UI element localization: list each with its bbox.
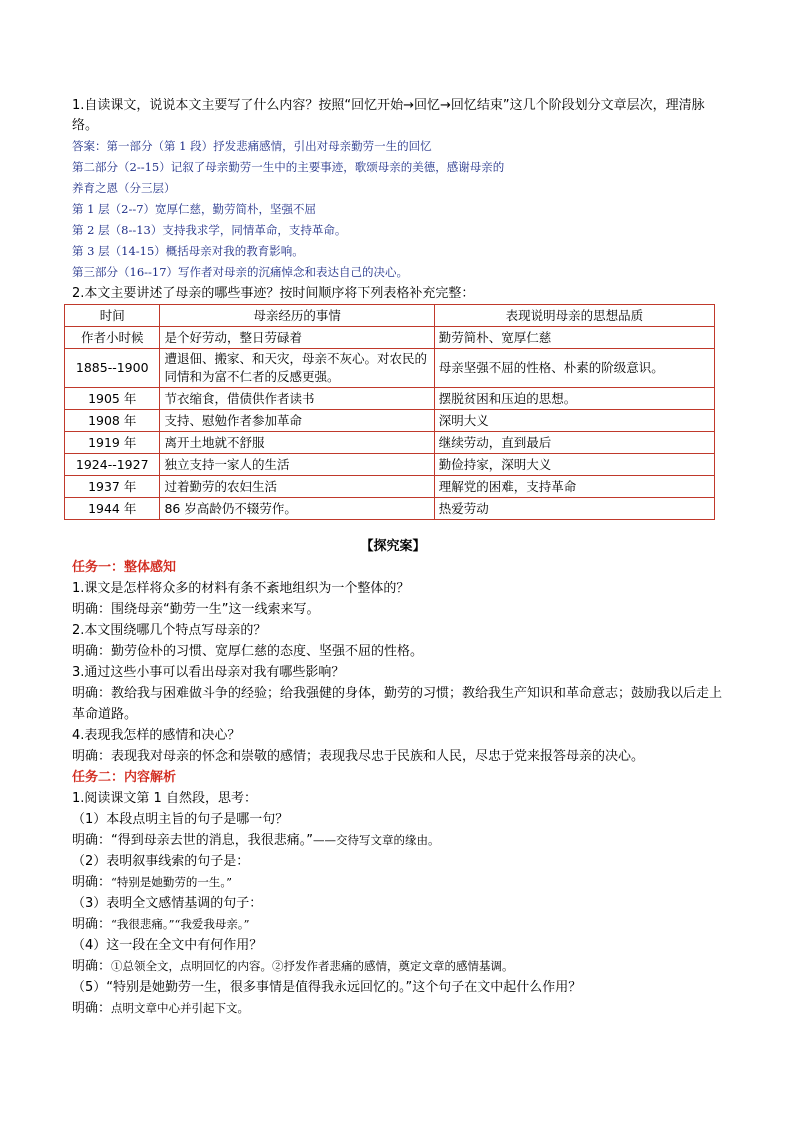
row-time: 1905 年	[65, 388, 160, 410]
answer-part-2-cont: 养育之恩（分三层）	[72, 181, 176, 195]
answer-label: 明确：	[72, 1001, 112, 1016]
answer-layer-1: 第 1 层（2--7）宽厚仁慈，勤劳简朴，坚强不屈	[72, 202, 317, 216]
row-quality: 热爱劳动	[434, 498, 714, 520]
row-quality: 勤俭持家，深明大义	[434, 454, 714, 476]
row-event: 离开土地就不舒服	[160, 432, 434, 454]
row-time: 1885--1900	[65, 349, 160, 388]
sub-answer-1	[72, 830, 722, 851]
answer-part-2: 第二部分（2--15）记叙了母亲勤劳一生中的主要事迹，歌颂母亲的美德，感谢母亲的	[72, 160, 505, 174]
table-header-row	[65, 305, 715, 327]
table-row	[65, 432, 715, 454]
sub-answer-2-text: “特别是她勤劳的一生。”	[111, 875, 233, 889]
sub-question-5: （5）“特别是她勤劳一生，很多事情是值得我永远回忆的。”这个句子在文中起什么作用？	[72, 980, 582, 995]
task-2-heading: 任务二：内容解析	[72, 770, 177, 785]
row-quality: 理解党的困难，支持革命	[434, 476, 714, 498]
sub-answer-5-text: 点明文章中心并引起下文。	[111, 1001, 250, 1015]
row-time: 1908 年	[65, 410, 160, 432]
sub-question-4: （4）这一段在全文中有何作用？	[72, 938, 263, 953]
task-1-heading: 任务一：整体感知	[72, 560, 177, 575]
task-1-answer-2: 明确：勤劳俭朴的习惯、宽厚仁慈的态度、坚强不屈的性格。	[72, 644, 424, 659]
task-1-answer-4: 明确：表现我对母亲的怀念和崇敬的感情；表现我尽忠于民族和人民，尽忠于党来报答母亲的决心。	[72, 749, 645, 764]
task-1-question-1: 1.课文是怎样将众多的材料有条不紊地组织为一个整体的？	[72, 581, 410, 596]
table-row	[65, 388, 715, 410]
row-event: 是个好劳动，整日劳碌着	[160, 327, 434, 349]
task-1-answer-1: 明确：围绕母亲“勤劳一生”这一线索来写。	[72, 602, 320, 617]
table-row	[65, 410, 715, 432]
section-title: 【探究案】	[360, 539, 426, 554]
answer-part-3: 第三部分（16--17）写作者对母亲的沉痛悼念和表达自己的决心。	[72, 265, 409, 279]
sub-answer-4-text: ①总领全文，点明回忆的内容。②抒发作者悲痛的感情，奠定文章的感情基调。	[111, 959, 514, 973]
row-event: 86 岁高龄仍不辍劳作。	[160, 498, 434, 520]
table-row	[65, 498, 715, 520]
row-time: 1937 年	[65, 476, 160, 498]
sub-question-1: （1）本段点明主旨的句子是哪一句？	[72, 812, 289, 827]
row-quality: 深明大义	[434, 410, 714, 432]
answer-part-1: 答案：第一部分（第 1 段）抒发悲痛感情，引出对母亲勤劳一生的回忆	[72, 139, 432, 153]
question-2: 2.本文主要讲述了母亲的哪些事迹？按时间顺序将下列表格补充完整：	[72, 286, 475, 301]
sub-answer-2	[72, 872, 722, 893]
sub-answer-1-note: ——交待写文章的缘由。	[312, 833, 440, 847]
answer-layer-3: 第 3 层（14-15）概括母亲对我的教育影响。	[72, 244, 304, 258]
table-row	[65, 349, 715, 388]
sub-answer-1-text: 明确：“得到母亲去世的消息，我很悲痛。”	[72, 833, 313, 848]
row-time: 作者小时候	[65, 327, 160, 349]
header-events: 母亲经历的事情	[160, 305, 434, 327]
row-quality: 继续劳动，直到最后	[434, 432, 714, 454]
table-row	[65, 327, 715, 349]
row-quality: 勤劳简朴、宽厚仁慈	[434, 327, 714, 349]
row-time: 1944 年	[65, 498, 160, 520]
sub-answer-3-text: “我很悲痛。”“我爱我母亲。”	[111, 917, 250, 931]
sub-question-3: （3）表明全文感情基调的句子：	[72, 896, 263, 911]
header-qualities: 表现说明母亲的思想品质	[434, 305, 714, 327]
row-event: 节衣缩食，借债供作者读书	[160, 388, 434, 410]
row-quality: 摆脱贫困和压迫的思想。	[434, 388, 714, 410]
answer-label: 明确：	[72, 875, 112, 890]
task-1-question-2: 2.本文围绕哪几个特点写母亲的？	[72, 623, 267, 638]
question-1: 1.自读课文，说说本文主要写了什么内容？按照“回忆开始→回忆→回忆结束”这几个阶段划分文章层次，理清脉络。	[72, 98, 705, 133]
row-time: 1924--1927	[65, 454, 160, 476]
row-event: 支持、慰勉作者参加革命	[160, 410, 434, 432]
sub-answer-4	[72, 956, 722, 977]
task-1-answer-3: 明确：教给我与困难做斗争的经验；给我强健的身体，勤劳的习惯；教给我生产知识和革命意志；鼓励我以后走上革命道路。	[72, 686, 723, 722]
row-time: 1919 年	[65, 432, 160, 454]
task-2-question-1: 1.阅读课文第 1 自然段，思考：	[72, 791, 257, 806]
answer-label: 明确：	[72, 959, 112, 974]
task-1-question-3: 3.通过这些小事可以看出母亲对我有哪些影响？	[72, 665, 345, 680]
row-event: 过着勤劳的农妇生活	[160, 476, 434, 498]
task-1-question-4: 4.表现我怎样的感情和决心？	[72, 728, 241, 743]
header-time: 时间	[65, 305, 160, 327]
table-row	[65, 454, 715, 476]
sub-question-2: （2）表明叙事线索的句子是：	[72, 854, 250, 869]
events-table	[64, 304, 715, 520]
document-page	[72, 96, 722, 1019]
sub-answer-3	[72, 914, 722, 935]
row-event: 遭退佃、搬家、和天灾，母亲不灰心。对农民的同情和为富不仁者的反感更强。	[160, 349, 434, 388]
row-quality: 母亲坚强不屈的性格、朴素的阶级意识。	[434, 349, 714, 388]
sub-answer-5	[72, 998, 722, 1019]
answer-layer-2: 第 2 层（8--13）支持我求学，同情革命，支持革命。	[72, 223, 347, 237]
answer-label: 明确：	[72, 917, 112, 932]
row-event: 独立支持一家人的生活	[160, 454, 434, 476]
table-row	[65, 476, 715, 498]
